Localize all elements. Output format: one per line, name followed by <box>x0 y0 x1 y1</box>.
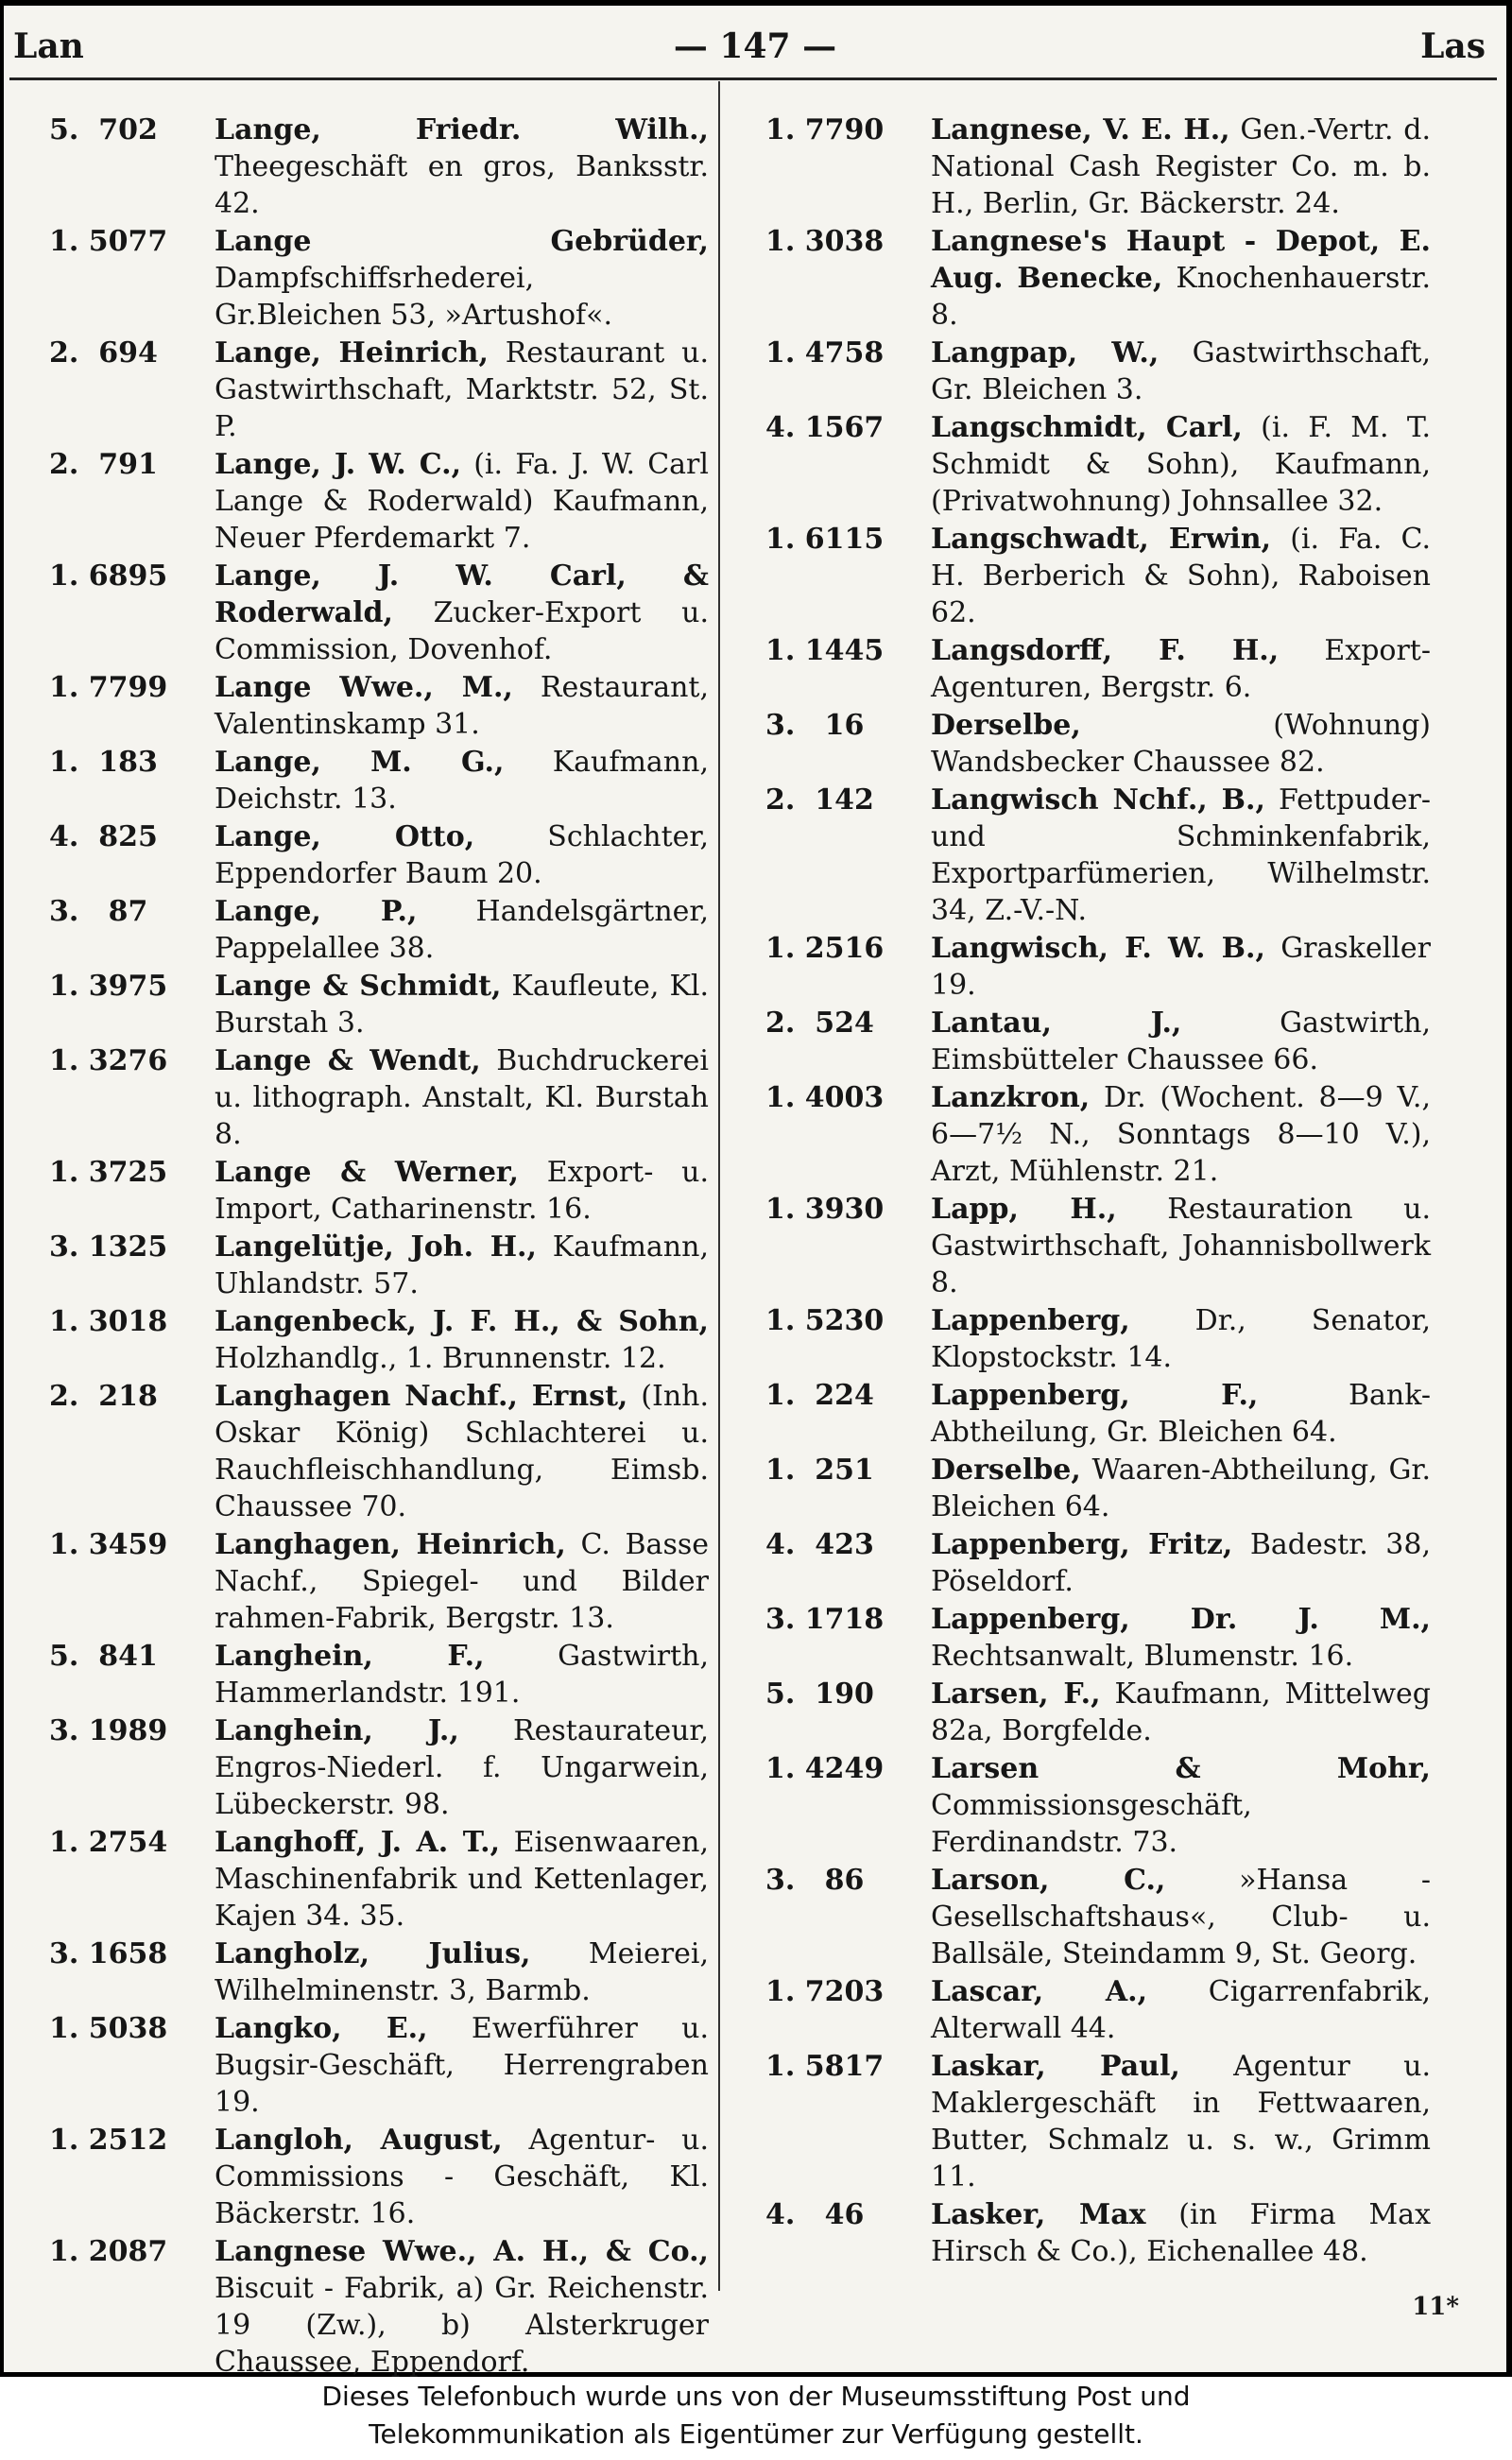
entry-text <box>931 1377 1431 1451</box>
subscriber-details: Dr. (Wochent. 8—9 V., 6—7½ N., Sonntags 8—10 V.), Arzt, Mühlenstr. 21. <box>931 1081 1431 1188</box>
phone-number: 2. 524 <box>765 1006 874 1040</box>
subscriber-details: Rechtsanwalt, Blumenstr. 16. <box>931 1640 1354 1673</box>
directory-entry <box>765 112 1431 222</box>
entry-text <box>215 1824 709 1935</box>
entry-text <box>215 1229 709 1302</box>
entry-text <box>931 782 1431 929</box>
directory-entry <box>49 744 709 817</box>
directory-entry <box>49 1303 709 1377</box>
entry-text <box>215 446 709 557</box>
subscriber-name: Derselbe, <box>931 709 1081 742</box>
phone-number: 3. 87 <box>49 895 148 928</box>
subscriber-details: Gen.-Vertr. d. National Cash Register Co. m. b. H., Berlin, Gr. Bäckerstr. 24. <box>931 113 1431 220</box>
subscriber-name: Langhoff, J. A. T., <box>215 1826 501 1859</box>
phone-number: 2. 694 <box>49 336 158 370</box>
subscriber-details: Restaurant u. Gastwirthschaft, Marktstr. 52, St. P. <box>215 336 709 443</box>
directory-entry <box>765 1601 1431 1675</box>
subscriber-details: Fettpuder- und Schminkenfabrik, Exportparfümerien, Wilhelmstr. 34, Z.-V.-N. <box>931 783 1431 927</box>
subscriber-details: Waaren-Abtheilung, Gr. Bleichen 64. <box>931 1454 1431 1523</box>
phone-number: 5. 190 <box>765 1677 874 1711</box>
header-right-guideword: Las <box>1420 26 1486 66</box>
page-header <box>4 26 1506 74</box>
subscriber-details: Eisenwaaren, Maschinenfabrik und Kettenlager, Kajen 34. 35. <box>215 1826 710 1933</box>
caption-line-1: Dieses Telefonbuch wurde uns von der Museumsstiftung Post und <box>321 2381 1191 2412</box>
header-left-guideword: Lan <box>13 26 84 66</box>
phone-number: 1. 4249 <box>765 1752 885 1785</box>
subscriber-name: Lantau, J., <box>931 1006 1182 1040</box>
caption-line-2: Telekommunikation als Eigentümer zur Verfügung gestellt. <box>369 2418 1143 2450</box>
entry-text <box>931 223 1431 334</box>
subscriber-name: Lange & Wendt, <box>215 1044 481 1077</box>
entry-text <box>215 818 709 892</box>
phone-number: 3. 1325 <box>49 1230 168 1264</box>
subscriber-details: Theegeschäft en gros, Banksstr. 42. <box>215 150 709 220</box>
subscriber-name: Langenbeck, J. F. H., & Sohn, <box>215 1305 709 1338</box>
subscriber-details: Gastwirth, Eimsbütteler Chaussee 66. <box>931 1006 1431 1076</box>
subscriber-name: Lasker, Max <box>931 2198 1146 2231</box>
phone-number: 4. 1567 <box>765 411 885 444</box>
entry-text <box>931 521 1431 631</box>
phone-number: 4. 46 <box>765 2198 865 2231</box>
phone-number: 1. 6895 <box>49 559 168 593</box>
entry-text <box>215 1712 709 1823</box>
directory-entry <box>49 335 709 445</box>
entry-text <box>931 1005 1431 1078</box>
subscriber-name: Langhagen, Heinrich, <box>215 1528 566 1561</box>
entry-text <box>931 1862 1431 1972</box>
entry-text <box>931 632 1431 706</box>
phone-number: 1. 7790 <box>765 113 885 146</box>
entry-text <box>931 409 1431 520</box>
directory-entry <box>49 669 709 743</box>
entry-text <box>215 1378 709 1525</box>
entry-text <box>931 335 1431 408</box>
subscriber-details: Export- u. Import, Catharinenstr. 16. <box>215 1156 709 1226</box>
directory-entry <box>49 112 709 222</box>
subscriber-name: Langhein, F., <box>215 1640 485 1673</box>
phone-number: 5. 702 <box>49 113 158 146</box>
phone-number: 5. 841 <box>49 1640 158 1673</box>
subscriber-name: Lappenberg, Fritz, <box>931 1528 1233 1561</box>
entry-text <box>215 1042 709 1153</box>
subscriber-name: Lascar, A., <box>931 1975 1148 2008</box>
directory-entry <box>49 1935 709 2009</box>
directory-entry <box>765 1079 1431 1190</box>
phone-number: 1. 3975 <box>49 970 168 1003</box>
subscriber-details: Holzhandlg., 1. Brunnenstr. 12. <box>215 1342 666 1375</box>
subscriber-details: »Hansa - Gesellschaftshaus«, Club- u. Ballsäle, Steindamm 9, St. Georg. <box>931 1864 1431 1970</box>
entry-text <box>215 669 709 743</box>
subscriber-details: Restaurant, Valentinskamp 31. <box>215 671 709 741</box>
subscriber-name: Langnese, V. E. H., <box>931 113 1230 146</box>
directory-entry <box>765 707 1431 781</box>
directory-entry <box>765 1005 1431 1078</box>
directory-entry <box>49 446 709 557</box>
directory-entry <box>765 1676 1431 1749</box>
phone-number: 4. 825 <box>49 820 158 853</box>
subscriber-details: (in Firma Max Hirsch & Co.), Eichenallee 48. <box>931 2198 1431 2268</box>
entry-text <box>931 2196 1431 2270</box>
phone-number: 1. 7203 <box>765 1975 885 2008</box>
subscriber-name: Derselbe, <box>931 1454 1081 1487</box>
subscriber-name: Lappenberg, F., <box>931 1379 1259 1412</box>
directory-entry <box>49 1229 709 1302</box>
entry-text <box>215 1303 709 1377</box>
directory-entry <box>49 1042 709 1153</box>
directory-entry <box>49 818 709 892</box>
entry-text <box>215 1526 709 1637</box>
subscriber-details: Dampfschiffsrhederei, Gr.Bleichen 53, »Artushof«. <box>215 262 613 332</box>
entry-text <box>215 968 709 1041</box>
subscriber-name: Lange & Schmidt, <box>215 970 502 1003</box>
subscriber-name: Langnese's Haupt - Depot, E. Aug. Benecke, <box>931 225 1431 295</box>
directory-entry <box>49 1824 709 1935</box>
subscriber-name: Larson, C., <box>931 1864 1166 1897</box>
signature-mark: 11* <box>1412 2293 1459 2321</box>
entry-text <box>215 112 709 222</box>
directory-entry <box>49 1638 709 1712</box>
subscriber-details: Gastwirth, Hammerlandstr. 191. <box>215 1640 709 1710</box>
directory-entry <box>765 1973 1431 2047</box>
phone-number: 3. 1658 <box>49 1937 168 1970</box>
phone-number: 1. 1445 <box>765 634 885 667</box>
subscriber-name: Larsen, F., <box>931 1677 1101 1711</box>
subscriber-name: Langloh, August, <box>215 2124 503 2157</box>
subscriber-details: Restaurateur, Engros-Niederl. f. Ungarwein, Lübeckerstr. 98. <box>215 1714 709 1821</box>
phone-number: 1. 5038 <box>49 2012 168 2045</box>
subscriber-details: Knochenhauerstr. 8. <box>931 262 1431 332</box>
phone-number: 1. 3930 <box>765 1193 885 1226</box>
subscriber-name: Langko, E., <box>215 2012 428 2045</box>
subscriber-name: Langelütje, Joh. H., <box>215 1230 537 1264</box>
subscriber-details: Badestr. 38, Pöseldorf. <box>931 1528 1431 1598</box>
entry-text <box>931 1973 1431 2047</box>
directory-entry <box>49 558 709 668</box>
phone-number: 1. 2516 <box>765 932 885 965</box>
subscriber-details: (i. Fa. C. H. Berberich & Sohn), Raboisen 62. <box>931 523 1431 629</box>
subscriber-details: Buchdruckerei u. lithograph. Anstalt, Kl. Burstah 8. <box>215 1044 709 1151</box>
entry-text <box>215 1935 709 2009</box>
phone-number: 2. 142 <box>765 783 874 817</box>
phone-number: 3. 1989 <box>49 1714 168 1747</box>
subscriber-details: Gastwirthschaft, Gr. Bleichen 3. <box>931 336 1431 406</box>
subscriber-details: Graskeller 19. <box>931 932 1431 1002</box>
entry-text <box>931 1601 1431 1675</box>
entry-text <box>931 1191 1431 1301</box>
directory-entry <box>49 2122 709 2232</box>
phone-number: 1. 3725 <box>49 1156 168 1189</box>
directory-entry <box>49 1378 709 1525</box>
subscriber-details: Commissionsgeschäft, Ferdinandstr. 73. <box>931 1789 1252 1859</box>
subscriber-details: Kaufmann, Mittelweg 82a, Borgfelde. <box>931 1677 1432 1747</box>
phone-number: 1. 5077 <box>49 225 168 258</box>
directory-entry <box>765 1862 1431 1972</box>
phone-number: 1. 251 <box>765 1454 874 1487</box>
phone-number: 3. 86 <box>765 1864 865 1897</box>
phone-number: 1. 7799 <box>49 671 168 704</box>
subscriber-details: Kaufmann, Deichstr. 13. <box>215 746 709 816</box>
phone-number: 1. 2754 <box>49 1826 168 1859</box>
directory-entry <box>765 1526 1431 1600</box>
directory-entry <box>765 1750 1431 1861</box>
entry-text <box>931 1079 1431 1190</box>
phone-number: 1. 5230 <box>765 1304 885 1337</box>
directory-entry <box>765 632 1431 706</box>
subscriber-name: Lapp, H., <box>931 1193 1117 1226</box>
subscriber-details: Export-Agenturen, Bergstr. 6. <box>931 634 1431 704</box>
subscriber-name: Lanzkron, <box>931 1081 1091 1114</box>
directory-entry <box>49 2233 709 2381</box>
header-rule <box>9 77 1497 80</box>
subscriber-name: Larsen & Mohr, <box>931 1752 1431 1785</box>
subscriber-name: Lange, M. G., <box>215 746 505 779</box>
directory-entry <box>49 1154 709 1228</box>
subscriber-details: Handelsgärtner, Pappelallee 38. <box>215 895 709 965</box>
phone-number: 4. 423 <box>765 1528 874 1561</box>
phone-number: 1. 5817 <box>765 2050 885 2083</box>
directory-entry <box>49 968 709 1041</box>
phone-number: 1. 4758 <box>765 336 885 370</box>
phone-number: 2. 791 <box>49 448 158 481</box>
directory-entry <box>765 2196 1431 2270</box>
subscriber-name: Lange, Otto, <box>215 820 475 853</box>
subscriber-name: Lange & Werner, <box>215 1156 519 1189</box>
directory-entry <box>765 930 1431 1004</box>
subscriber-details: Kaufleute, Kl. Burstah 3. <box>215 970 709 1040</box>
directory-entry <box>49 893 709 967</box>
entry-text <box>215 2122 709 2232</box>
subscriber-details: Ewerführer u. Bugsir-Geschäft, Herrengraben 19. <box>215 2012 709 2119</box>
entry-text <box>931 707 1431 781</box>
phone-number: 1. 2087 <box>49 2235 168 2268</box>
subscriber-details: (Inh. Oskar König) Schlachterei u. Rauchfleischhandlung, Eimsb. Chaussee 70. <box>215 1380 709 1523</box>
entry-text <box>215 744 709 817</box>
subscriber-name: Langschwadt, Erwin, <box>931 523 1272 556</box>
subscriber-details: Cigarrenfabrik, Alterwall 44. <box>931 1975 1431 2045</box>
entry-text <box>931 1750 1431 1861</box>
subscriber-name: Langholz, Julius, <box>215 1937 531 1970</box>
phone-number: 3. 16 <box>765 709 865 742</box>
entry-text <box>215 893 709 967</box>
subscriber-name: Laskar, Paul, <box>931 2050 1180 2083</box>
subscriber-name: Langschmidt, Carl, <box>931 411 1243 444</box>
subscriber-details: Zucker-Export u. Commission, Dovenhof. <box>215 596 709 666</box>
subscriber-name: Lappenberg, Dr. J. M., <box>931 1603 1431 1636</box>
subscriber-name: Lange Gebrüder, <box>215 225 709 258</box>
directory-entry <box>765 1191 1431 1301</box>
subscriber-details: Kaufmann, Uhlandstr. 57. <box>215 1230 709 1300</box>
phone-number: 1. 2512 <box>49 2124 168 2157</box>
subscriber-details: C. Basse Nachf., Spiegel- und Bilder rahmen-Fabrik, Bergstr. 13. <box>215 1528 709 1635</box>
directory-entry <box>765 782 1431 929</box>
entry-text <box>215 335 709 445</box>
directory-entry <box>765 223 1431 334</box>
directory-entry <box>49 223 709 334</box>
phone-number: 3. 1718 <box>765 1603 885 1636</box>
phone-number: 2. 218 <box>49 1380 158 1413</box>
subscriber-name: Lange Wwe., M., <box>215 671 513 704</box>
phone-number: 1. 3459 <box>49 1528 168 1561</box>
subscriber-details: (i. F. M. T. Schmidt & Sohn), Kaufmann, (Privatwohnung) Johnsallee 32. <box>931 411 1431 518</box>
entry-text <box>215 1154 709 1228</box>
entry-text <box>931 1452 1431 1525</box>
subscriber-name: Langhagen Nachf., Ernst, <box>215 1380 628 1413</box>
subscriber-details: Schlachter, Eppendorfer Baum 20. <box>215 820 709 890</box>
entry-text <box>931 1302 1431 1376</box>
directory-page <box>4 6 1506 2379</box>
subscriber-details: Bank-Abtheilung, Gr. Bleichen 64. <box>931 1379 1431 1449</box>
subscriber-name: Langwisch Nchf., B., <box>931 783 1265 817</box>
subscriber-details: Biscuit - Fabrik, a) Gr. Reichenstr. 19 (Zw.), b) Alsterkruger Chaussee, Eppendorf. <box>215 2272 709 2379</box>
subscriber-details: Agentur- u. Commissions - Geschäft, Kl. Bäckerstr. 16. <box>215 2124 709 2230</box>
phone-number: 1. 3018 <box>49 1305 168 1338</box>
directory-entry <box>765 1302 1431 1376</box>
entry-text <box>931 1676 1431 1749</box>
subscriber-details: (Wohnung) Wandsbecker Chaussee 82. <box>931 709 1431 779</box>
directory-entry <box>49 2010 709 2121</box>
directory-entry <box>765 409 1431 520</box>
entry-text <box>931 930 1431 1004</box>
copyright-caption <box>0 2378 1512 2453</box>
directory-entry <box>765 335 1431 408</box>
right-column <box>765 112 1431 2271</box>
directory-entry <box>765 2048 1431 2195</box>
phone-number: 1. 6115 <box>765 523 885 556</box>
subscriber-name: Lange, Heinrich, <box>215 336 489 370</box>
subscriber-details: Meierei, Wilhelminenstr. 3, Barmb. <box>215 1937 709 2007</box>
left-column <box>49 112 709 2382</box>
subscriber-name: Langsdorff, F. H., <box>931 634 1280 667</box>
entry-text <box>931 1526 1431 1600</box>
entry-text <box>215 2010 709 2121</box>
subscriber-name: Langpap, W., <box>931 336 1160 370</box>
directory-entry <box>765 1452 1431 1525</box>
entry-text <box>215 2233 709 2381</box>
directory-entry <box>765 521 1431 631</box>
subscriber-name: Lange, Friedr. Wilh., <box>215 113 709 146</box>
subscriber-name: Lange, J. W. C., <box>215 448 462 481</box>
phone-number: 1. 183 <box>49 746 158 779</box>
subscriber-name: Lappenberg, <box>931 1304 1130 1337</box>
subscriber-details: (i. Fa. J. W. Carl Lange & Roderwald) Kaufmann, Neuer Pferdemarkt 7. <box>215 448 709 555</box>
subscriber-name: Lange, J. W. Carl, & Roderwald, <box>215 559 709 629</box>
phone-number: 1. 4003 <box>765 1081 885 1114</box>
phone-number: 1. 3276 <box>49 1044 168 1077</box>
subscriber-name: Langhein, J., <box>215 1714 459 1747</box>
entry-text <box>215 223 709 334</box>
phone-number: 1. 224 <box>765 1379 874 1412</box>
entry-text <box>215 1638 709 1712</box>
directory-entry <box>765 1377 1431 1451</box>
subscriber-details: Agentur u. Maklergeschäft in Fettwaaren, Butter, Schmalz u. s. w., Grimm 11. <box>931 2050 1431 2193</box>
subscriber-details: Dr., Senator, Klopstockstr. 14. <box>931 1304 1431 1374</box>
entry-text <box>215 558 709 668</box>
entry-text <box>931 112 1431 222</box>
subscriber-name: Langwisch, F. W. B., <box>931 932 1265 965</box>
directory-entry <box>49 1712 709 1823</box>
page-number: — 147 — <box>673 26 837 66</box>
phone-number: 1. 3038 <box>765 225 885 258</box>
subscriber-details: Restauration u. Gastwirthschaft, Johannisbollwerk 8. <box>931 1193 1431 1299</box>
subscriber-name: Langnese Wwe., A. H., & Co., <box>215 2235 709 2268</box>
subscriber-name: Lange, P., <box>215 895 418 928</box>
entry-text <box>931 2048 1431 2195</box>
directory-entry <box>49 1526 709 1637</box>
column-divider <box>718 81 720 2291</box>
